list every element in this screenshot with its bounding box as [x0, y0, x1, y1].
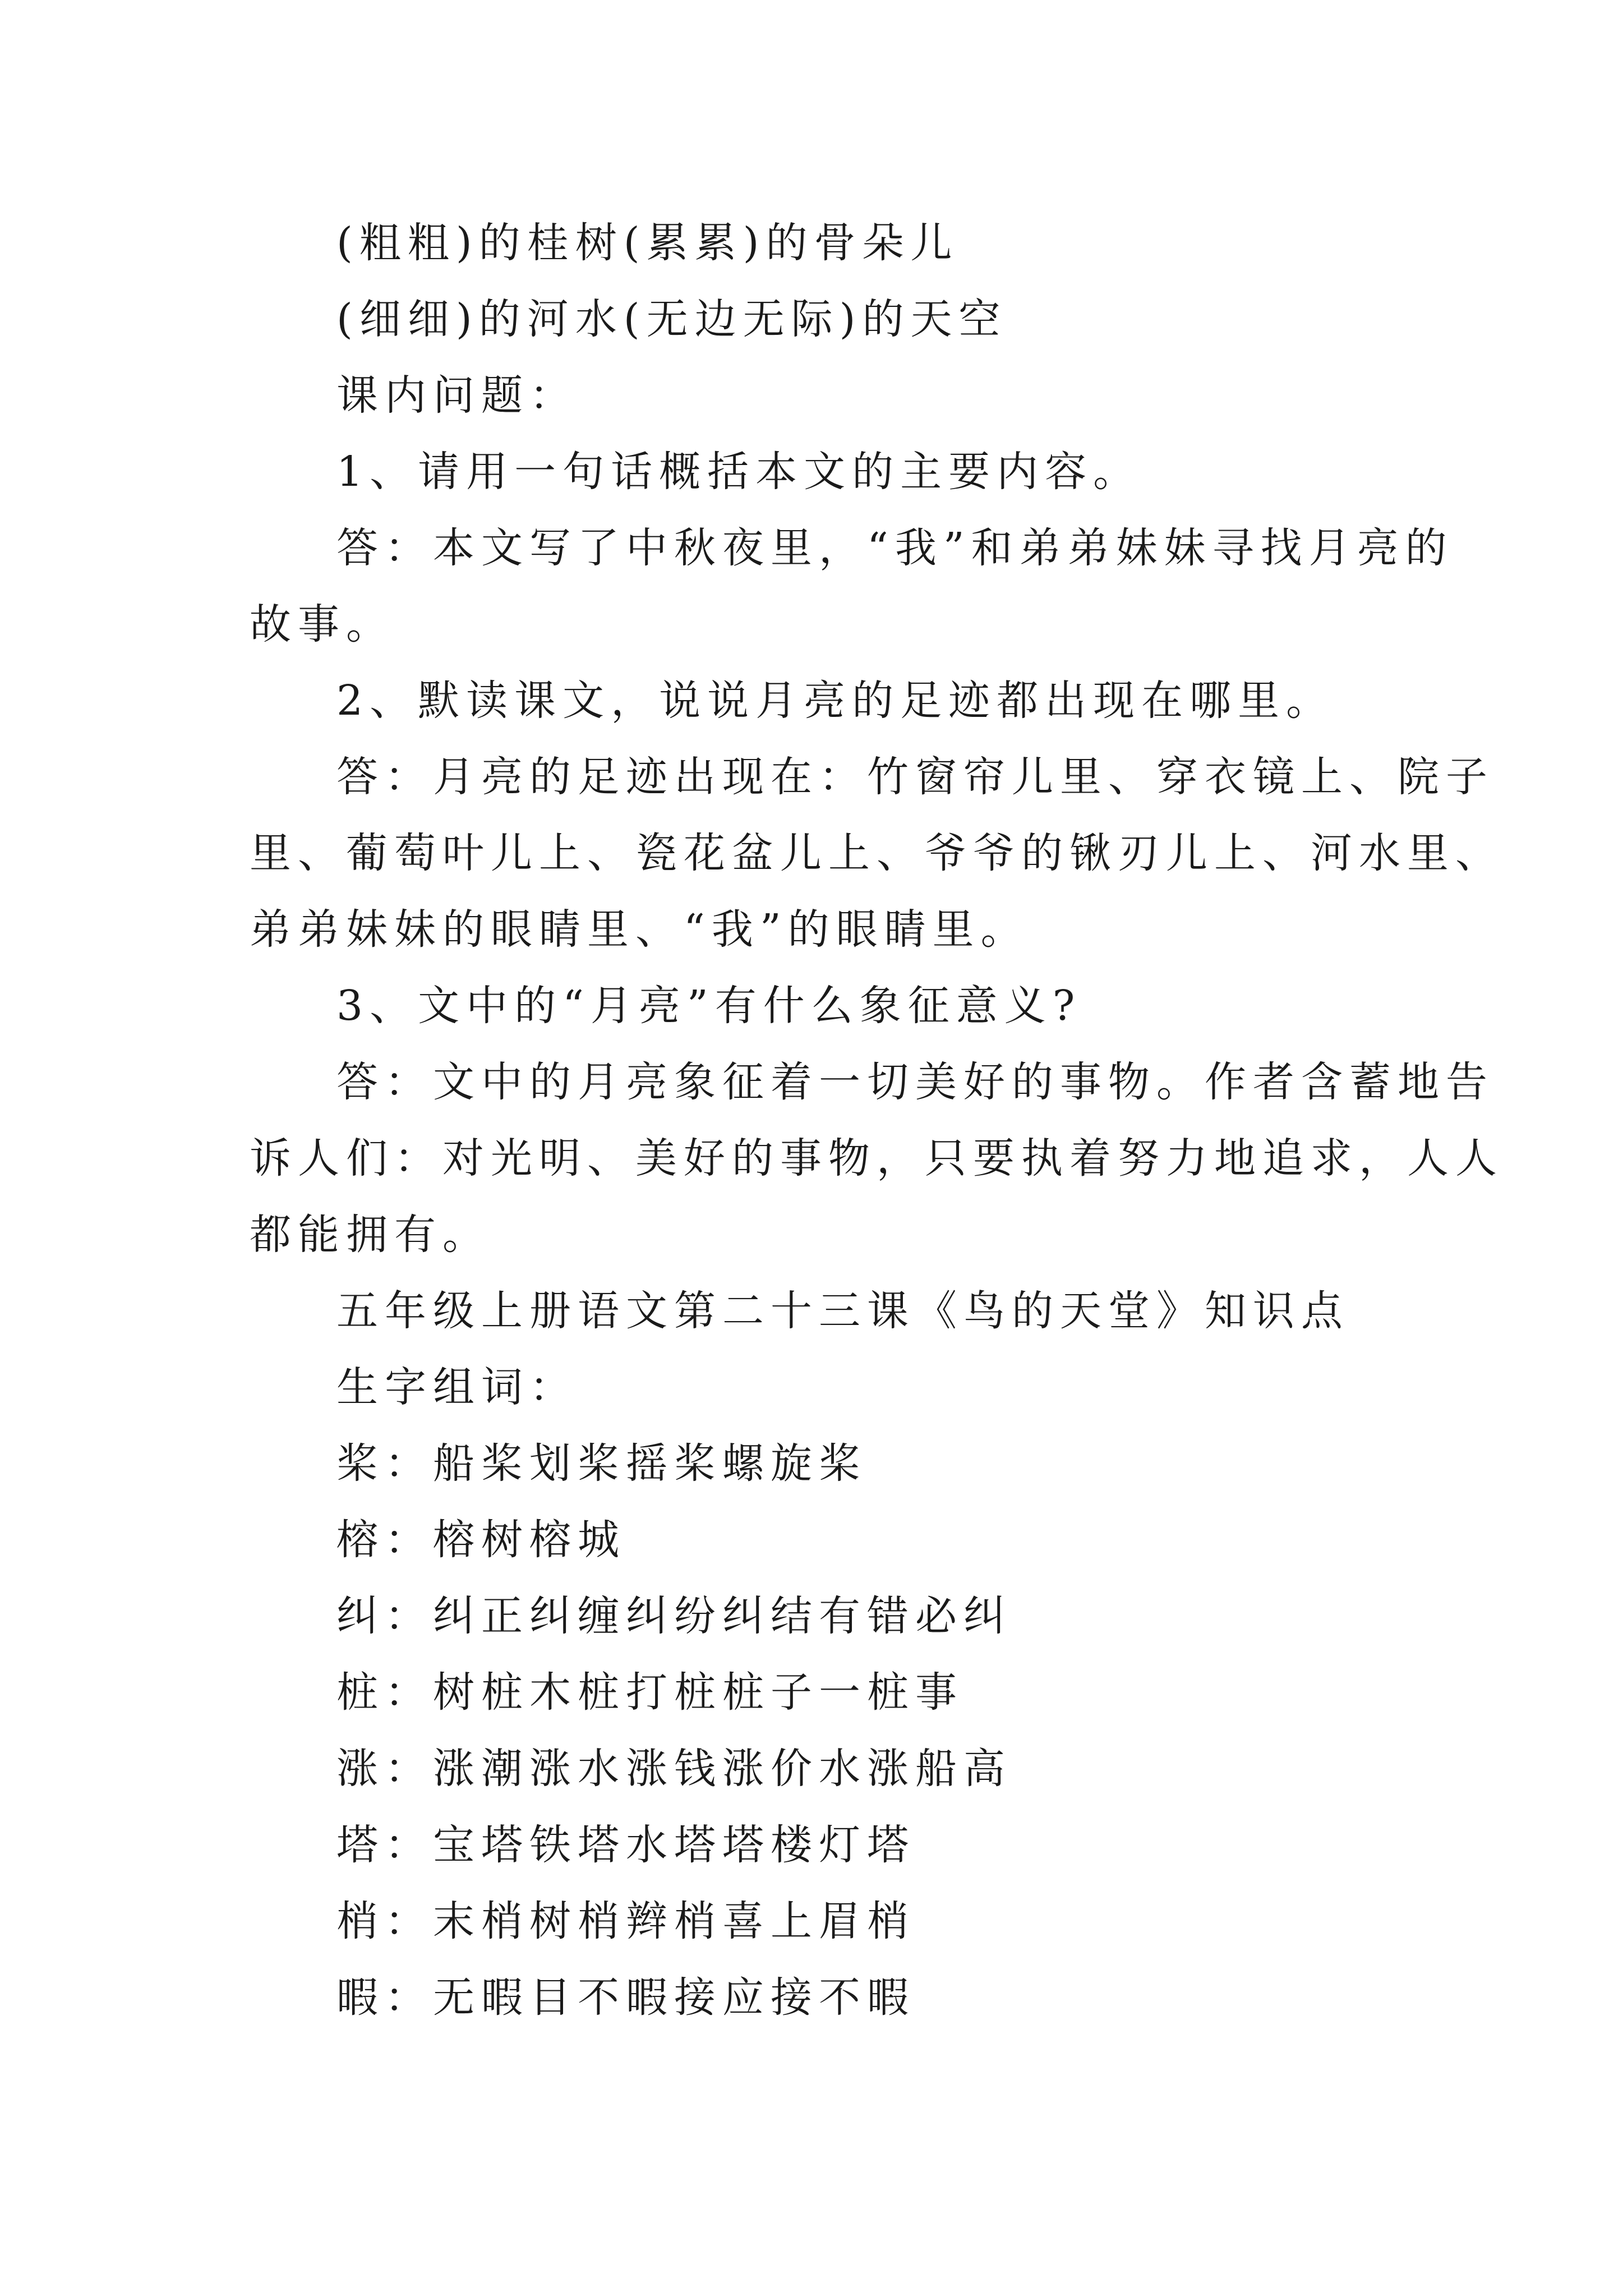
text-line-16: 生字组词： [336, 1363, 578, 1411]
text-line-21: 涨：涨潮涨水涨钱涨价水涨船高 [336, 1745, 1012, 1793]
text-line-13: 诉人们：对光明、美好的事物，只要执着努力地追求，人人 [250, 1134, 1504, 1182]
text-line-23: 梢：末梢树梢辫梢喜上眉梢 [336, 1897, 915, 1945]
text-line-19: 纠：纠正纠缠纠纷纠结有错必纠 [336, 1592, 1012, 1640]
text-line-22: 塔：宝塔铁塔水塔塔楼灯塔 [336, 1821, 915, 1869]
text-line-1: (粗粗)的桂树(累累)的骨朵儿 [336, 219, 959, 267]
text-line-12: 答：文中的月亮象征着一切美好的事物。作者含蓄地告 [336, 1058, 1494, 1106]
text-line-11: 3、文中的“月亮”有什么象征意义? [336, 982, 1082, 1030]
text-line-17: 桨：船桨划桨摇桨螺旋桨 [336, 1439, 867, 1488]
text-line-10: 弟弟妹妹的眼睛里、“我”的眼睛里。 [250, 905, 1029, 954]
text-line-5: 答：本文写了中秋夜里，“我”和弟弟妹妹寻找月亮的 [336, 524, 1454, 572]
text-line-20: 桩：树桩木桩打桩桩子一桩事 [336, 1668, 963, 1717]
text-line-7: 2、默读课文，说说月亮的足迹都出现在哪里。 [336, 677, 1335, 725]
text-line-18: 榕：榕树榕城 [336, 1516, 626, 1564]
text-line-4: 1、请用一句话概括本文的主要内容。 [336, 448, 1142, 496]
section-heading: 五年级上册语文第二十三课《鸟的天堂》知识点 [336, 1287, 1349, 1335]
text-line-2: (细细)的河水(无边无际)的天空 [336, 295, 1007, 343]
text-line-6: 故事。 [250, 600, 394, 648]
text-line-9: 里、葡萄叶儿上、瓷花盆儿上、爷爷的锹刃儿上、河水里、 [250, 829, 1504, 877]
text-line-24: 暇：无暇目不暇接应接不暇 [336, 1973, 915, 2022]
text-line-3: 课内问题： [336, 371, 578, 420]
text-line-8: 答：月亮的足迹出现在：竹窗帘儿里、穿衣镜上、院子 [336, 753, 1494, 801]
text-line-14: 都能拥有。 [250, 1211, 491, 1259]
